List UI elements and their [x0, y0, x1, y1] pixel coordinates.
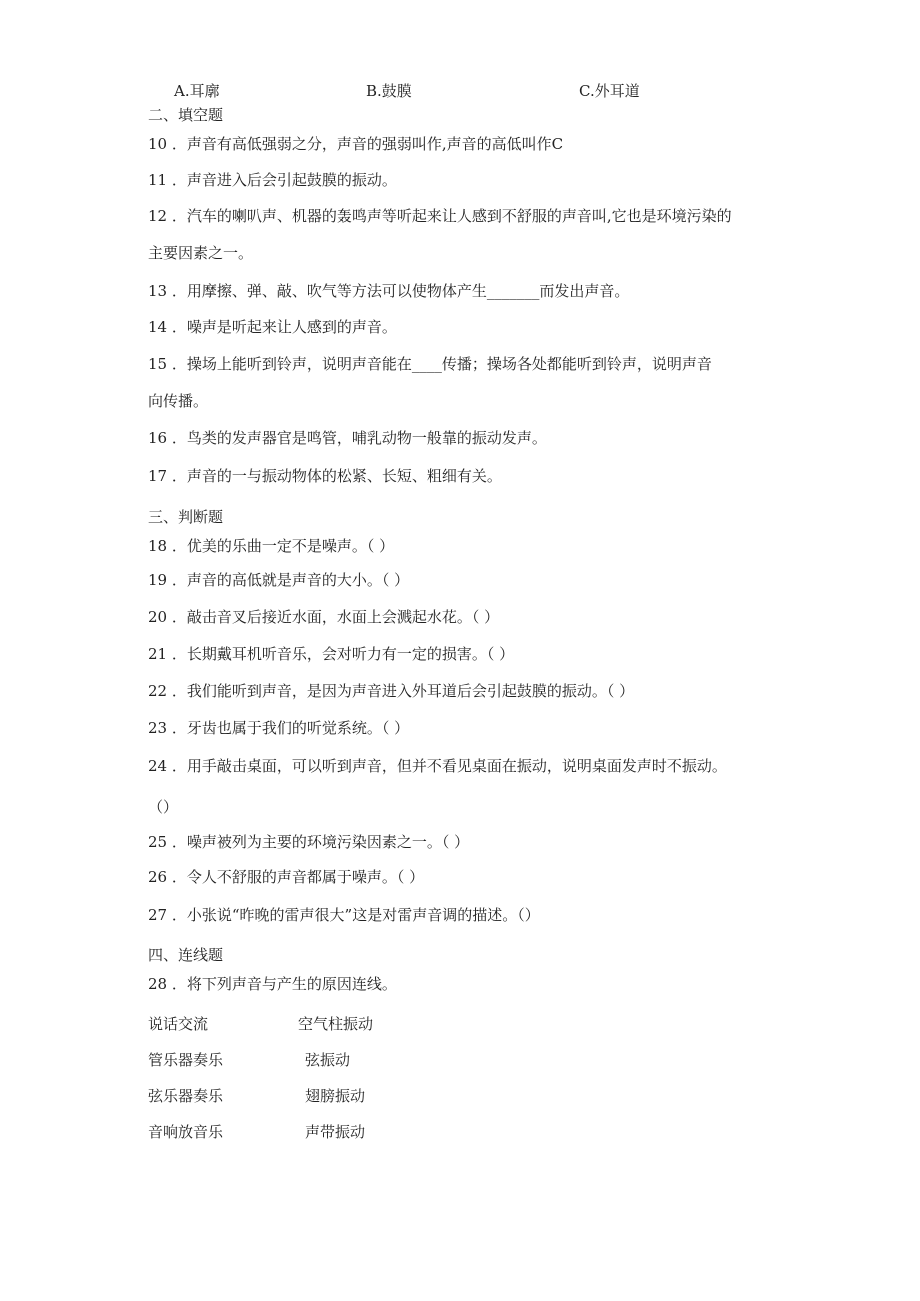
question-13: 13 ．用摩擦、弹、敲、吹气等方法可以使物体产生_______而发出声音。 [148, 282, 630, 300]
section-fill-heading: 二、填空题 [148, 106, 224, 124]
match-left-item: 管乐器奏乐 [148, 1051, 224, 1069]
section-judge-heading: 三、判断题 [148, 508, 224, 526]
question-15-line2: 向传播。 [148, 392, 209, 410]
question-15-line1: 15 ．操场上能听到铃声，说明声音能在____传播；操场各处都能听到铃声，说明声音 [148, 355, 712, 373]
question-14: 14 ．噪声是听起来让人感到的声音。 [148, 318, 397, 336]
question-17: 17 ．声音的一与振动物体的松紧、长短、粗细有关。 [148, 467, 502, 485]
question-26: 26 ．令人不舒服的声音都属于噪声。（ ） [148, 868, 425, 886]
question-10: 10 ．声音有高低强弱之分，声音的强弱叫作,声音的高低叫作C [148, 135, 564, 153]
question-28: 28 ．将下列声音与产生的原因连线。 [148, 975, 397, 993]
question-11: 11 ．声音进入后会引起鼓膜的振动。 [148, 171, 397, 189]
match-right-item: 翅膀振动 [305, 1087, 366, 1105]
question-18: 18 ．优美的乐曲一定不是噪声。（ ） [148, 537, 395, 555]
question-27: 27 ．小张说“昨晚的雷声很大”这是对雷声音调的描述。（） [148, 906, 540, 924]
question-24-line1: 24 ．用手敲击桌面，可以听到声音，但并不看见桌面在振动，说明桌面发声时不振动。 [148, 757, 727, 775]
option-c: C.外耳道 [579, 82, 640, 100]
match-right-item: 空气柱振动 [298, 1015, 374, 1033]
match-right-item: 声带振动 [305, 1123, 366, 1141]
question-21: 21 ．长期戴耳机听音乐，会对听力有一定的损害。（ ） [148, 645, 515, 663]
question-25: 25 ．噪声被列为主要的环境污染因素之一。（ ） [148, 833, 470, 851]
question-24-line2: （） [148, 798, 179, 816]
option-b: B.鼓膜 [366, 82, 412, 100]
match-right-item: 弦振动 [305, 1051, 351, 1069]
option-a: A.耳廓 [174, 82, 220, 100]
question-16: 16 ．鸟类的发声器官是鸣管，哺乳动物一般靠的振动发声。 [148, 429, 547, 447]
question-12-line1: 12 ．汽车的喇叭声、机器的轰鸣声等听起来让人感到不舒服的声音叫,它也是环境污染的 [148, 207, 732, 225]
section-match-heading: 四、连线题 [148, 946, 224, 964]
match-left-item: 弦乐器奏乐 [148, 1087, 224, 1105]
question-19: 19 ．声音的高低就是声音的大小。（ ） [148, 571, 410, 589]
question-20: 20 ．敲击音叉后接近水面，水面上会溅起水花。（ ） [148, 608, 500, 626]
match-left-item: 音响放音乐 [148, 1123, 224, 1141]
question-23: 23 ．牙齿也属于我们的听觉系统。（ ） [148, 719, 410, 737]
question-12-line2: 主要因素之一。 [148, 244, 254, 262]
match-left-item: 说话交流 [148, 1015, 209, 1033]
question-22: 22 ．我们能听到声音，是因为声音进入外耳道后会引起鼓膜的振动。（ ） [148, 682, 635, 700]
